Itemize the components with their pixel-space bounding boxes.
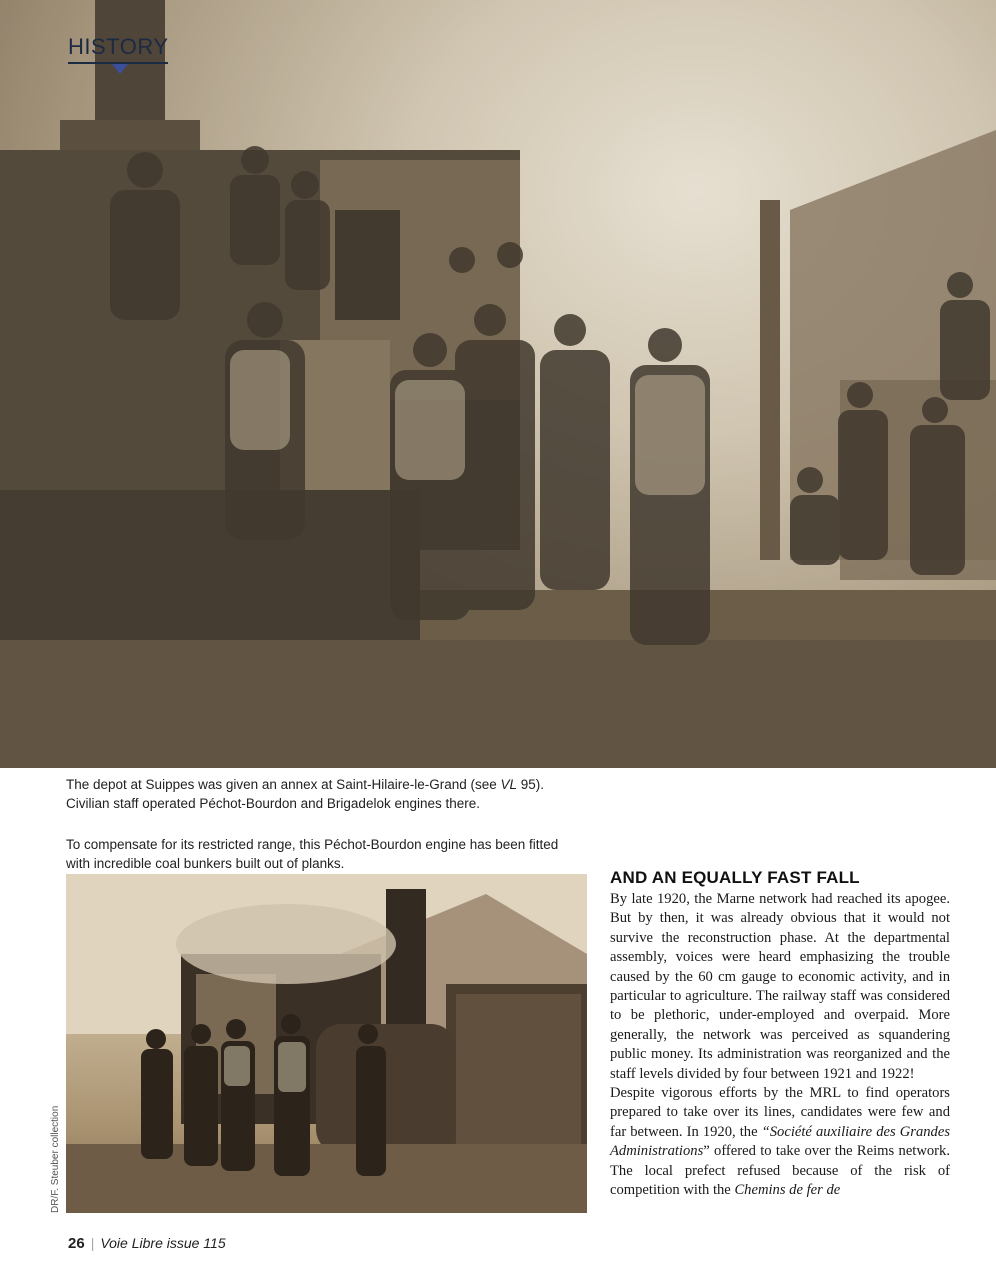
p2-quote: “Société auxiliaire des Grandes Administrations [610, 1123, 950, 1160]
page-number: 26 [68, 1235, 85, 1252]
footer-separator: | [90, 1235, 95, 1251]
page-footer [68, 1235, 226, 1252]
section-marker-icon [112, 64, 128, 74]
article-paragraph-2 [610, 1084, 950, 1200]
engine-photo [66, 874, 587, 1213]
caption-text: The depot at Suippes was given an annex at Saint-Hilaire-le-Grand (see [66, 777, 501, 792]
caption-text-end: 95). Civilian staff operated Péchot-Bourdon and Brigadelok engines there. [66, 777, 545, 811]
depot-photo-caption [66, 775, 586, 813]
p2-end: Chemins de fer de [734, 1182, 841, 1199]
magazine-issue: Voie Libre issue 115 [100, 1235, 226, 1251]
article-paragraph-1: By late 1920, the Marne network had reached its apogee. But by then, it was already obvious that it would not survive the reconstruction phase. At the departmental assembly, voices were heard emphasizing the trouble caused by the 60 cm gauge to economic activity, and in particular to agriculture. The railway staff was considered to be plethoric, under-employed and overpaid. More generally, the network was perceived as squandering public money. Its administration was reorganized and the staff levels divided by four between 1921 and 1922! [610, 891, 950, 1082]
section-label: HISTORY [68, 34, 169, 59]
article-column [610, 868, 950, 1201]
photo-credit: DR/F. Steuber collection [50, 1105, 61, 1213]
engine-photo-illustration [66, 874, 587, 1213]
engine-photo-caption: To compensate for its restricted range, this Péchot-Bourdon engine has been fitted with incredible coal bunkers built out of planks. [66, 837, 559, 871]
p2-mid: ” offered to take over the Reims network. The local prefect refused because of the risk of competition with the [610, 1143, 950, 1199]
p2-start: Despite vigorous efforts by the MRL to find operators prepared to take over its lines, candidates were few and far between. In 1920, the [610, 1085, 950, 1140]
caption-vl: VL [500, 777, 518, 792]
section-tag [68, 34, 168, 74]
article-heading: AND AN EQUALLY FAST FALL [610, 868, 860, 887]
